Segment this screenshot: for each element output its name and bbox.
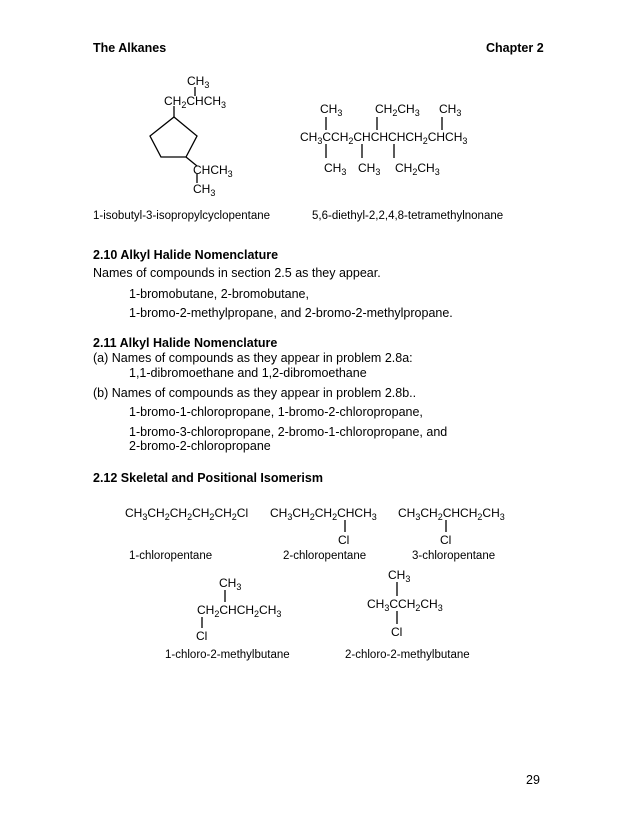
formula-ch3-branch: $CH_3$	[388, 568, 411, 584]
chlorine-label: Cl	[440, 533, 452, 547]
formula-bot-ch3-2: $CH_3$	[358, 161, 381, 177]
compound-list-line: 2-bromo-2-chloropropane	[129, 439, 271, 453]
header-chapter: Chapter 2	[486, 41, 544, 55]
formula-bot-ch2ch3: $CH_2CH_3$	[395, 161, 440, 177]
chlorine-label: Cl	[391, 625, 403, 639]
formula-ch3-bottom: $CH_3$	[193, 182, 216, 198]
formula-ch3-branch: $CH_3$	[219, 576, 242, 592]
compound-name: 2-chloropentane	[283, 550, 367, 562]
compound-name: 3-chloropentane	[412, 550, 496, 562]
part-b-text: (b) Names of compounds as they appear in problem 2.8b..	[93, 386, 417, 400]
formula-chch3: $CHCH_3$	[193, 163, 233, 179]
section-heading-2-12: 2.12 Skeletal and Positional Isomerism	[93, 471, 323, 485]
formula-2-chloro-2-methylbutane: $CH_3CCH_2CH_3$	[367, 597, 443, 613]
formula-3-chloropentane: $CH_3CH_2CHCH_2CH_3$	[398, 506, 505, 522]
formula-top-ch3-1: $CH_3$	[320, 102, 343, 118]
formula-top-ch3-3: $CH_3$	[439, 102, 462, 118]
compound-list-line: 1,1-dibromoethane and 1,2-dibromoethane	[129, 366, 367, 380]
compound-name: 1-isobutyl-3-isopropylcyclopentane	[93, 210, 271, 222]
compound-list-line: 1-bromo-2-methylpropane, and 2-bromo-2-methylpropane.	[129, 306, 453, 320]
formula-top-ch2ch3: $CH_2CH_3$	[375, 102, 420, 118]
chlorine-label: Cl	[196, 629, 208, 643]
compound-name: 2-chloro-2-methylbutane	[345, 649, 470, 661]
formula-2-chloropentane: $CH_3CH_2CH_2CHCH_3$	[270, 506, 377, 522]
formula-bot-ch3-1: $CH_3$	[324, 161, 347, 177]
part-a-text: (a) Names of compounds as they appear in problem 2.8a:	[93, 351, 413, 365]
formula-nonane-main-chain: $CH_3CCH_2CHCHCHCH_2CHCH_3$	[300, 130, 468, 146]
chlorine-label: Cl	[338, 533, 350, 547]
compound-name: 1-chloropentane	[129, 550, 213, 562]
paragraph-text: Names of compounds in section 2.5 as they appear.	[93, 266, 381, 280]
compound-name: 1-chloro-2-methylbutane	[165, 649, 290, 661]
formula-1-chloro-2-methylbutane: $CH_2CHCH_2CH_3$	[197, 603, 282, 619]
compound-list-line: 1-bromo-1-chloropropane, 1-bromo-2-chloropropane,	[129, 405, 423, 419]
page-number: 29	[526, 773, 540, 787]
section-heading-2-11: 2.11 Alkyl Halide Nomenclature	[93, 336, 278, 350]
formula-1-chloropentane: $CH_3CH_2CH_2CH_2CH_2Cl$	[125, 506, 249, 522]
section-heading-2-10: 2.10 Alkyl Halide Nomenclature	[93, 248, 279, 262]
formula-ch3-top: $CH_3$	[187, 74, 210, 90]
header-title: The Alkanes	[93, 41, 167, 55]
compound-list-line: 1-bromo-3-chloropropane, 2-bromo-1-chloropropane, and	[129, 425, 448, 439]
cyclopentane-ring	[150, 117, 197, 157]
compound-name: 5,6-diethyl-2,2,4,8-tetramethylnonane	[312, 210, 504, 222]
compound-list-line: 1-bromobutane, 2-bromobutane,	[129, 287, 309, 301]
formula-ch2chch3: $CH_2CHCH_3$	[164, 94, 227, 110]
